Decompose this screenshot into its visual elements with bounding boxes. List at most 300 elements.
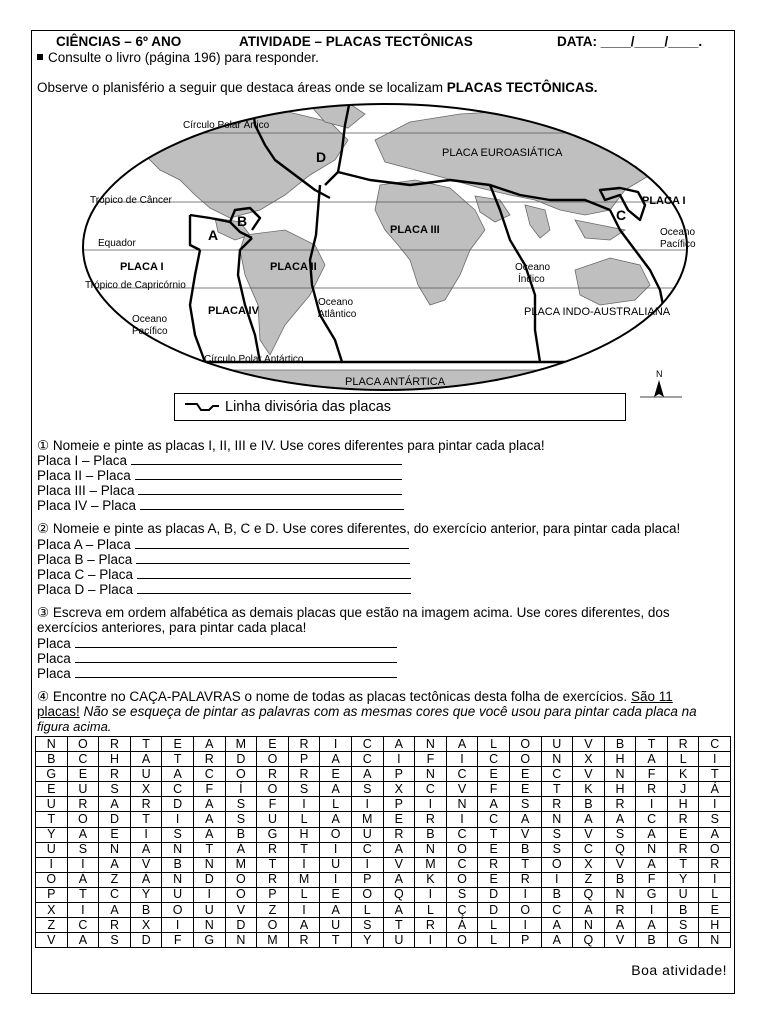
word-search-cell[interactable]: V bbox=[604, 857, 636, 872]
word-search-cell[interactable]: P bbox=[36, 887, 68, 902]
word-search-cell[interactable]: C bbox=[478, 812, 510, 827]
word-search-cell[interactable]: R bbox=[604, 903, 636, 918]
word-search-cell[interactable]: B bbox=[415, 827, 447, 842]
word-search-cell[interactable]: I bbox=[636, 903, 668, 918]
answer-line[interactable] bbox=[137, 567, 411, 579]
word-search-cell[interactable]: O bbox=[509, 752, 541, 767]
word-search-cell[interactable]: R bbox=[257, 872, 289, 887]
word-search-cell[interactable]: T bbox=[478, 827, 510, 842]
word-search-cell[interactable]: E bbox=[509, 782, 541, 797]
word-search-cell[interactable]: G bbox=[636, 887, 668, 902]
word-search-cell[interactable]: Z bbox=[257, 903, 289, 918]
word-search-cell[interactable]: U bbox=[320, 918, 352, 933]
word-search-cell[interactable]: R bbox=[99, 918, 131, 933]
word-search-cell[interactable]: O bbox=[225, 767, 257, 782]
word-search-cell[interactable]: Í bbox=[225, 782, 257, 797]
word-search-cell[interactable]: G bbox=[667, 933, 699, 948]
word-search-cell[interactable]: S bbox=[162, 827, 194, 842]
word-search-cell[interactable]: S bbox=[667, 918, 699, 933]
word-search-cell[interactable]: I bbox=[288, 903, 320, 918]
word-search-cell[interactable]: P bbox=[383, 797, 415, 812]
word-search-cell[interactable]: A bbox=[541, 933, 573, 948]
word-search-cell[interactable]: N bbox=[541, 812, 573, 827]
word-search-cell[interactable]: A bbox=[383, 872, 415, 887]
word-search-cell[interactable]: U bbox=[257, 812, 289, 827]
word-search-cell[interactable]: P bbox=[383, 767, 415, 782]
word-search-cell[interactable]: I bbox=[509, 887, 541, 902]
word-search-cell[interactable]: I bbox=[162, 812, 194, 827]
word-search-cell[interactable]: U bbox=[130, 767, 162, 782]
word-search-cell[interactable]: I bbox=[699, 797, 731, 812]
word-search-cell[interactable]: J bbox=[667, 782, 699, 797]
word-search-cell[interactable]: K bbox=[667, 767, 699, 782]
word-search-cell[interactable]: H bbox=[604, 752, 636, 767]
word-search-cell[interactable]: I bbox=[288, 857, 320, 872]
word-search-cell[interactable]: D bbox=[193, 872, 225, 887]
word-search-cell[interactable]: N bbox=[162, 872, 194, 887]
word-search-cell[interactable]: M bbox=[351, 812, 383, 827]
word-search-cell[interactable]: P bbox=[257, 887, 289, 902]
word-search-cell[interactable]: O bbox=[67, 737, 99, 752]
word-search-cell[interactable]: A bbox=[162, 767, 194, 782]
word-search-cell[interactable]: S bbox=[699, 812, 731, 827]
word-search-cell[interactable]: R bbox=[193, 752, 225, 767]
word-search-cell[interactable]: G bbox=[36, 767, 68, 782]
word-search-cell[interactable]: M bbox=[415, 857, 447, 872]
word-search-cell[interactable]: T bbox=[193, 842, 225, 857]
word-search-cell[interactable]: L bbox=[478, 737, 510, 752]
word-search-cell[interactable]: L bbox=[478, 918, 510, 933]
word-search-cell[interactable]: A bbox=[67, 827, 99, 842]
word-search-cell[interactable]: B bbox=[509, 842, 541, 857]
word-search-cell[interactable]: F bbox=[257, 797, 289, 812]
word-search-cell[interactable]: D bbox=[478, 903, 510, 918]
word-search-cell[interactable]: E bbox=[67, 767, 99, 782]
word-search-cell[interactable]: R bbox=[604, 797, 636, 812]
word-search-cell[interactable]: R bbox=[667, 842, 699, 857]
word-search-cell[interactable]: U bbox=[36, 797, 68, 812]
word-search-cell[interactable]: L bbox=[667, 752, 699, 767]
word-search-cell[interactable]: A bbox=[573, 812, 605, 827]
word-search-cell[interactable]: I bbox=[320, 842, 352, 857]
word-search-cell[interactable]: I bbox=[351, 797, 383, 812]
word-search-cell[interactable]: L bbox=[351, 903, 383, 918]
word-search-cell[interactable]: F bbox=[478, 782, 510, 797]
word-search-cell[interactable]: I bbox=[541, 872, 573, 887]
word-search-cell[interactable]: X bbox=[383, 782, 415, 797]
word-search-cell[interactable]: B bbox=[573, 797, 605, 812]
word-search-cell[interactable]: A bbox=[193, 737, 225, 752]
word-search-cell[interactable]: T bbox=[636, 737, 668, 752]
word-search-cell[interactable]: Y bbox=[667, 872, 699, 887]
word-search-cell[interactable]: R bbox=[257, 842, 289, 857]
word-search-cell[interactable]: X bbox=[130, 782, 162, 797]
word-search-cell[interactable]: C bbox=[541, 903, 573, 918]
word-search-cell[interactable]: A bbox=[99, 857, 131, 872]
word-search-cell[interactable]: C bbox=[573, 842, 605, 857]
word-search-cell[interactable]: H bbox=[604, 782, 636, 797]
word-search-cell[interactable]: U bbox=[162, 887, 194, 902]
answer-line[interactable] bbox=[75, 666, 397, 678]
word-search-cell[interactable]: D bbox=[130, 933, 162, 948]
word-search-cell[interactable]: P bbox=[288, 752, 320, 767]
word-search-cell[interactable]: V bbox=[573, 767, 605, 782]
word-search-cell[interactable]: C bbox=[446, 767, 478, 782]
word-search-cell[interactable]: I bbox=[36, 857, 68, 872]
word-search-cell[interactable]: O bbox=[446, 842, 478, 857]
word-search-cell[interactable]: O bbox=[67, 812, 99, 827]
word-search-cell[interactable]: S bbox=[225, 797, 257, 812]
word-search-cell[interactable]: N bbox=[636, 842, 668, 857]
word-search-cell[interactable]: A bbox=[604, 812, 636, 827]
answer-line[interactable] bbox=[135, 468, 402, 480]
answer-line[interactable] bbox=[75, 636, 397, 648]
word-search-cell[interactable]: N bbox=[193, 918, 225, 933]
word-search-cell[interactable]: E bbox=[162, 737, 194, 752]
word-search-cell[interactable]: Z bbox=[573, 872, 605, 887]
word-search-cell[interactable]: M bbox=[288, 872, 320, 887]
word-search-cell[interactable]: A bbox=[130, 752, 162, 767]
word-search-cell[interactable]: D bbox=[99, 812, 131, 827]
word-search-cell[interactable]: V bbox=[383, 857, 415, 872]
word-search-cell[interactable]: I bbox=[415, 887, 447, 902]
word-search-cell[interactable]: B bbox=[130, 903, 162, 918]
word-search-cell[interactable]: I bbox=[67, 857, 99, 872]
word-search-cell[interactable]: L bbox=[478, 933, 510, 948]
word-search-cell[interactable]: O bbox=[509, 903, 541, 918]
word-search-cell[interactable]: Y bbox=[351, 933, 383, 948]
word-search-cell[interactable]: A bbox=[636, 827, 668, 842]
word-search-cell[interactable]: U bbox=[67, 782, 99, 797]
word-search-cell[interactable]: U bbox=[667, 887, 699, 902]
word-search-cell[interactable]: A bbox=[351, 767, 383, 782]
word-search-cell[interactable]: V bbox=[573, 737, 605, 752]
word-search-cell[interactable]: A bbox=[446, 737, 478, 752]
answer-line[interactable] bbox=[140, 498, 404, 510]
word-search-cell[interactable]: C bbox=[415, 782, 447, 797]
word-search-cell[interactable]: R bbox=[699, 857, 731, 872]
word-search-cell[interactable]: S bbox=[541, 827, 573, 842]
word-search-cell[interactable]: H bbox=[99, 752, 131, 767]
word-search-cell[interactable]: T bbox=[699, 767, 731, 782]
word-search-cell[interactable]: S bbox=[351, 918, 383, 933]
word-search-cell[interactable]: T bbox=[36, 812, 68, 827]
word-search-cell[interactable]: N bbox=[573, 918, 605, 933]
word-search-cell[interactable]: A bbox=[193, 797, 225, 812]
word-search-cell[interactable]: X bbox=[36, 903, 68, 918]
word-search-cell[interactable]: N bbox=[193, 857, 225, 872]
word-search-cell[interactable]: S bbox=[541, 842, 573, 857]
word-search-cell[interactable]: R bbox=[541, 797, 573, 812]
word-search-cell[interactable]: Á bbox=[446, 918, 478, 933]
word-search-cell[interactable]: E bbox=[478, 767, 510, 782]
word-search-cell[interactable]: N bbox=[415, 767, 447, 782]
word-search-cell[interactable]: O bbox=[351, 887, 383, 902]
word-search-cell[interactable]: B bbox=[541, 887, 573, 902]
answer-line[interactable] bbox=[137, 582, 411, 594]
word-search-cell[interactable]: T bbox=[257, 857, 289, 872]
word-search-cell[interactable]: A bbox=[699, 827, 731, 842]
word-search-cell[interactable]: I bbox=[130, 827, 162, 842]
word-search-cell[interactable]: C bbox=[446, 857, 478, 872]
word-search-cell[interactable]: C bbox=[67, 752, 99, 767]
word-search-cell[interactable]: E bbox=[320, 887, 352, 902]
word-search-cell[interactable]: A bbox=[478, 797, 510, 812]
word-search-cell[interactable]: C bbox=[351, 842, 383, 857]
word-search-cell[interactable]: E bbox=[320, 767, 352, 782]
word-search-cell[interactable]: C bbox=[99, 887, 131, 902]
word-search-cell[interactable]: Q bbox=[573, 887, 605, 902]
word-search-cell[interactable]: F bbox=[636, 872, 668, 887]
word-search-cell[interactable]: A bbox=[383, 903, 415, 918]
word-search-cell[interactable]: V bbox=[446, 782, 478, 797]
word-search-cell[interactable]: T bbox=[320, 933, 352, 948]
word-search-cell[interactable]: I bbox=[383, 752, 415, 767]
word-search-cell[interactable]: R bbox=[415, 918, 447, 933]
word-search-cell[interactable]: N bbox=[604, 887, 636, 902]
word-search-cell[interactable]: T bbox=[667, 857, 699, 872]
word-search-cell[interactable]: M bbox=[225, 857, 257, 872]
word-search-cell[interactable]: T bbox=[288, 842, 320, 857]
word-search-cell[interactable]: T bbox=[541, 782, 573, 797]
word-search-cell[interactable]: C bbox=[699, 737, 731, 752]
word-search-cell[interactable]: T bbox=[130, 812, 162, 827]
word-search-cell[interactable]: I bbox=[193, 887, 225, 902]
word-search-cell[interactable]: I bbox=[320, 737, 352, 752]
word-search-cell[interactable]: V bbox=[573, 827, 605, 842]
word-search-cell[interactable]: O bbox=[509, 737, 541, 752]
word-search-cell[interactable]: I bbox=[446, 812, 478, 827]
word-search-cell[interactable]: I bbox=[162, 918, 194, 933]
word-search-cell[interactable]: O bbox=[446, 933, 478, 948]
word-search-cell[interactable]: Á bbox=[130, 872, 162, 887]
answer-line[interactable] bbox=[135, 537, 409, 549]
word-search-cell[interactable]: A bbox=[636, 752, 668, 767]
word-search-cell[interactable]: R bbox=[383, 827, 415, 842]
word-search-cell[interactable]: B bbox=[604, 872, 636, 887]
word-search-cell[interactable]: N bbox=[225, 933, 257, 948]
word-search-cell[interactable]: C bbox=[351, 752, 383, 767]
word-search-cell[interactable]: S bbox=[351, 782, 383, 797]
word-search-cell[interactable]: N bbox=[446, 797, 478, 812]
word-search-cell[interactable]: N bbox=[604, 767, 636, 782]
word-search-cell[interactable]: O bbox=[162, 903, 194, 918]
word-search-cell[interactable]: S bbox=[67, 842, 99, 857]
word-search-cell[interactable]: K bbox=[573, 782, 605, 797]
word-search-cell[interactable]: D bbox=[225, 752, 257, 767]
word-search-cell[interactable]: A bbox=[636, 918, 668, 933]
word-search-cell[interactable]: M bbox=[257, 933, 289, 948]
word-search-cell[interactable]: H bbox=[667, 797, 699, 812]
word-search-cell[interactable]: F bbox=[193, 782, 225, 797]
word-search-cell[interactable]: I bbox=[699, 752, 731, 767]
word-search-cell[interactable]: I bbox=[636, 797, 668, 812]
word-search-cell[interactable]: S bbox=[99, 782, 131, 797]
word-search-cell[interactable]: R bbox=[257, 767, 289, 782]
word-search-cell[interactable]: U bbox=[383, 933, 415, 948]
word-search-cell[interactable]: X bbox=[573, 857, 605, 872]
word-search-cell[interactable]: V bbox=[130, 857, 162, 872]
word-search-cell[interactable]: U bbox=[193, 903, 225, 918]
word-search-cell[interactable]: L bbox=[288, 812, 320, 827]
word-search-cell[interactable]: N bbox=[541, 752, 573, 767]
word-search-cell[interactable]: U bbox=[36, 842, 68, 857]
word-search-cell[interactable]: A bbox=[383, 737, 415, 752]
word-search-cell[interactable]: A bbox=[604, 918, 636, 933]
word-search-cell[interactable]: O bbox=[257, 782, 289, 797]
word-search-cell[interactable]: I bbox=[415, 933, 447, 948]
word-search-cell[interactable]: D bbox=[478, 887, 510, 902]
word-search-cell[interactable]: Á bbox=[699, 782, 731, 797]
word-search-cell[interactable]: U bbox=[351, 827, 383, 842]
word-search-cell[interactable]: L bbox=[288, 887, 320, 902]
word-search-cell[interactable]: I bbox=[67, 903, 99, 918]
word-search-cell[interactable]: A bbox=[573, 903, 605, 918]
word-search-cell[interactable]: R bbox=[667, 737, 699, 752]
word-search-cell[interactable]: C bbox=[193, 767, 225, 782]
word-search-cell[interactable]: F bbox=[636, 767, 668, 782]
word-search-cell[interactable]: N bbox=[36, 737, 68, 752]
word-search-cell[interactable]: F bbox=[162, 933, 194, 948]
word-search-cell[interactable]: O bbox=[225, 887, 257, 902]
word-search-cell[interactable]: Á bbox=[67, 872, 99, 887]
word-search-cell[interactable]: A bbox=[320, 752, 352, 767]
word-search-cell[interactable]: N bbox=[699, 933, 731, 948]
word-search-cell[interactable]: A bbox=[67, 933, 99, 948]
word-search-cell[interactable]: Q bbox=[383, 887, 415, 902]
word-search-cell[interactable]: G bbox=[193, 933, 225, 948]
word-search-cell[interactable]: A bbox=[193, 827, 225, 842]
word-search-cell[interactable]: N bbox=[99, 842, 131, 857]
word-search-cell[interactable]: C bbox=[67, 918, 99, 933]
word-search-cell[interactable]: R bbox=[67, 797, 99, 812]
answer-line[interactable] bbox=[131, 453, 402, 465]
word-search-cell[interactable]: Z bbox=[36, 918, 68, 933]
word-search-cell[interactable]: H bbox=[288, 827, 320, 842]
word-search-cell[interactable]: X bbox=[130, 918, 162, 933]
word-search-cell[interactable]: E bbox=[509, 767, 541, 782]
word-search-cell[interactable]: C bbox=[351, 737, 383, 752]
word-search-cell[interactable]: U bbox=[320, 857, 352, 872]
word-search-cell[interactable]: A bbox=[383, 842, 415, 857]
word-search-cell[interactable]: R bbox=[288, 737, 320, 752]
word-search-cell[interactable]: A bbox=[130, 842, 162, 857]
word-search-cell[interactable]: G bbox=[257, 827, 289, 842]
word-search-cell[interactable]: C bbox=[636, 812, 668, 827]
word-search-cell[interactable]: N bbox=[162, 842, 194, 857]
word-search-cell[interactable]: O bbox=[699, 842, 731, 857]
word-search-cell[interactable]: Ç bbox=[446, 903, 478, 918]
word-search-cell[interactable]: S bbox=[446, 887, 478, 902]
word-search-cell[interactable]: Q bbox=[573, 933, 605, 948]
word-search-cell[interactable]: R bbox=[478, 857, 510, 872]
word-search-cell[interactable]: P bbox=[351, 872, 383, 887]
word-search-cell[interactable]: E bbox=[383, 812, 415, 827]
word-search-cell[interactable]: R bbox=[636, 782, 668, 797]
word-search-cell[interactable]: I bbox=[699, 872, 731, 887]
word-search-cell[interactable]: I bbox=[288, 797, 320, 812]
word-search-cell[interactable]: S bbox=[99, 933, 131, 948]
word-search-cell[interactable]: U bbox=[541, 737, 573, 752]
word-search-cell[interactable]: C bbox=[541, 767, 573, 782]
word-search-cell[interactable]: R bbox=[509, 872, 541, 887]
word-search-cell[interactable]: E bbox=[478, 872, 510, 887]
word-search-cell[interactable]: B bbox=[225, 827, 257, 842]
word-search-cell[interactable]: L bbox=[320, 797, 352, 812]
word-search-cell[interactable]: B bbox=[162, 857, 194, 872]
word-search-cell[interactable]: Y bbox=[130, 887, 162, 902]
word-search-cell[interactable]: T bbox=[162, 752, 194, 767]
word-search-cell[interactable]: R bbox=[288, 767, 320, 782]
word-search-cell[interactable]: S bbox=[225, 812, 257, 827]
word-search-cell[interactable]: O bbox=[446, 872, 478, 887]
word-search-cell[interactable]: I bbox=[351, 857, 383, 872]
word-search-cell[interactable]: L bbox=[699, 887, 731, 902]
word-search-cell[interactable]: N bbox=[415, 842, 447, 857]
word-search-cell[interactable]: A bbox=[288, 918, 320, 933]
word-search-cell[interactable]: S bbox=[509, 797, 541, 812]
word-search-cell[interactable]: S bbox=[604, 827, 636, 842]
word-search-cell[interactable]: E bbox=[478, 842, 510, 857]
word-search-cell[interactable]: V bbox=[509, 827, 541, 842]
word-search-cell[interactable]: H bbox=[699, 918, 731, 933]
word-search-cell[interactable]: E bbox=[257, 737, 289, 752]
word-search-cell[interactable]: O bbox=[36, 872, 68, 887]
word-search-cell[interactable]: B bbox=[604, 737, 636, 752]
word-search-cell[interactable]: R bbox=[130, 797, 162, 812]
word-search-cell[interactable]: Q bbox=[604, 842, 636, 857]
word-search-cell[interactable]: D bbox=[225, 918, 257, 933]
word-search-cell[interactable]: R bbox=[415, 812, 447, 827]
word-search-cell[interactable]: O bbox=[541, 857, 573, 872]
word-search-cell[interactable]: X bbox=[573, 752, 605, 767]
word-search-cell[interactable]: E bbox=[36, 782, 68, 797]
word-search-cell[interactable]: A bbox=[99, 903, 131, 918]
word-search-cell[interactable]: V bbox=[36, 933, 68, 948]
word-search-cell[interactable]: I bbox=[415, 797, 447, 812]
word-search-cell[interactable]: B bbox=[667, 903, 699, 918]
word-search-cell[interactable]: L bbox=[415, 903, 447, 918]
answer-line[interactable] bbox=[138, 483, 402, 495]
word-search-cell[interactable]: T bbox=[383, 918, 415, 933]
answer-line[interactable] bbox=[75, 651, 397, 663]
word-search-cell[interactable]: A bbox=[320, 903, 352, 918]
word-search-cell[interactable]: B bbox=[636, 933, 668, 948]
word-search-cell[interactable]: O bbox=[257, 752, 289, 767]
word-search-cell[interactable]: D bbox=[162, 797, 194, 812]
word-search-cell[interactable]: I bbox=[509, 918, 541, 933]
word-search-cell[interactable]: K bbox=[415, 872, 447, 887]
word-search-cell[interactable]: T bbox=[67, 887, 99, 902]
word-search-cell[interactable]: I bbox=[446, 752, 478, 767]
word-search-cell[interactable]: C bbox=[478, 752, 510, 767]
word-search-cell[interactable]: O bbox=[225, 872, 257, 887]
word-search-cell[interactable]: A bbox=[320, 782, 352, 797]
word-search-cell[interactable]: B bbox=[36, 752, 68, 767]
word-search-cell[interactable]: R bbox=[99, 767, 131, 782]
word-search-cell[interactable]: Y bbox=[36, 827, 68, 842]
word-search-cell[interactable]: Á bbox=[225, 842, 257, 857]
word-search-cell[interactable]: I bbox=[320, 872, 352, 887]
word-search-cell[interactable]: A bbox=[636, 857, 668, 872]
word-search-cell[interactable]: V bbox=[225, 903, 257, 918]
word-search-cell[interactable]: E bbox=[99, 827, 131, 842]
word-search-cell[interactable]: E bbox=[699, 903, 731, 918]
answer-line[interactable] bbox=[136, 552, 410, 564]
word-search-cell[interactable]: Z bbox=[99, 872, 131, 887]
word-search-cell[interactable]: C bbox=[162, 782, 194, 797]
word-search-cell[interactable]: A bbox=[509, 812, 541, 827]
